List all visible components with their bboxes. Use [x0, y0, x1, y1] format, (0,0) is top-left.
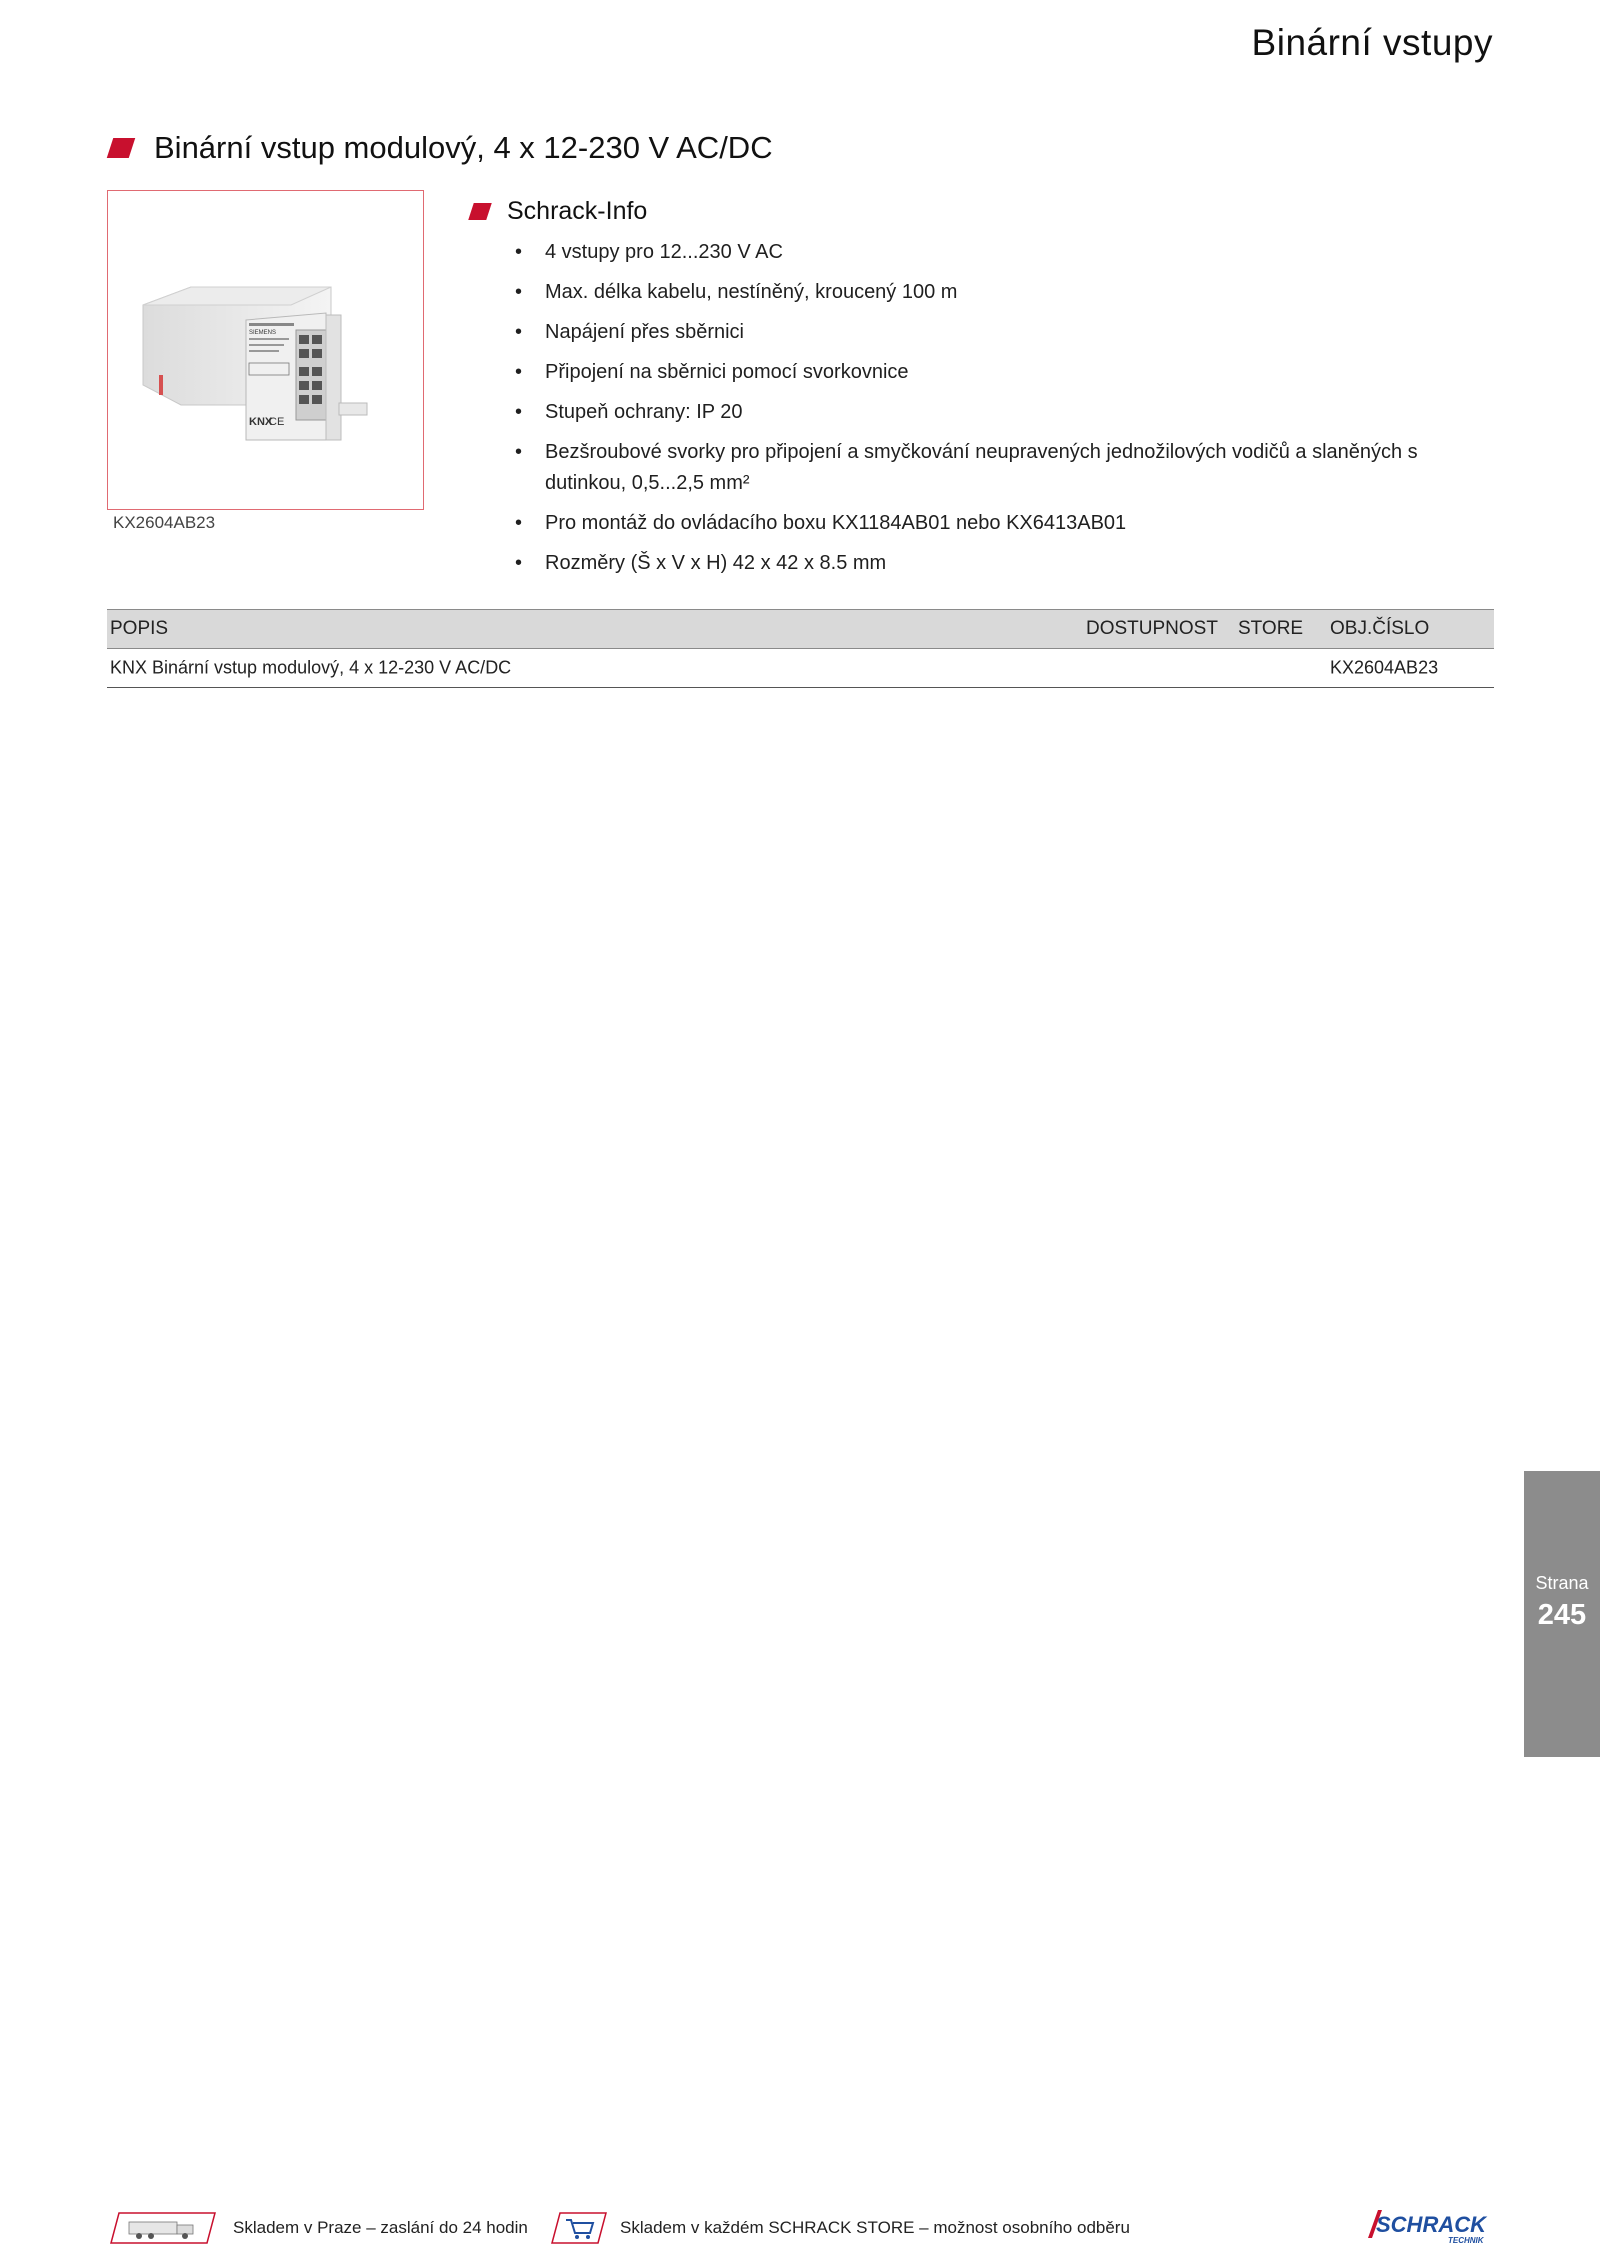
header-store: STORE	[1238, 618, 1304, 639]
footer	[107, 2208, 1507, 2248]
product-image-caption: KX2604AB23	[113, 513, 216, 532]
cell-obj[interactable]: KX2604AB23	[1330, 657, 1439, 678]
product-title-text: Binární vstup modulový, 4 x 12-230 V AC/DC	[154, 130, 773, 165]
info-item: • Bezšroubové svorky pro připojení a smyčkování neupravených jednožilových vodičů a slaněných s dutinkou, 0,5...2,5 mm²	[515, 437, 1485, 499]
logo-sub-text: TECHNIK	[1448, 2236, 1484, 2245]
logo-main-text: SCHRACK	[1376, 2212, 1486, 2237]
info-item: • 4 vstupy pro 12...230 V AC	[515, 237, 1485, 268]
info-item: • Max. délka kabelu, nestíněný, kroucený 100 m	[515, 277, 1485, 308]
info-title-text: Schrack-Info	[507, 197, 648, 225]
image-ce-text: CE	[268, 416, 284, 428]
page-label: Strana	[1535, 1573, 1589, 1593]
footer-stock-store	[550, 2208, 1130, 2248]
image-brand-text: SIEMENS	[248, 330, 276, 336]
page-number: 245	[1537, 1599, 1587, 1631]
footer-stock-store-text: Skladem v každém SCHRACK STORE – možnost osobního odběru	[620, 2218, 1130, 2237]
info-item: • Napájení přes sběrnici	[515, 317, 1485, 348]
red-marker-icon	[107, 138, 135, 158]
cell-popis: KNX Binární vstup modulový, 4 x 12-230 V AC/DC	[110, 657, 512, 678]
product-image-frame	[107, 190, 424, 510]
schrack-logo	[1364, 2208, 1504, 2248]
page-number-tab	[1524, 1471, 1600, 1757]
red-marker-icon	[468, 203, 492, 220]
product-table	[107, 609, 1494, 688]
info-item: • Pro montáž do ovládacího boxu KX1184AB01 nebo KX6413AB01	[515, 508, 1485, 539]
table-row[interactable]	[107, 649, 1494, 688]
info-item: • Stupeň ochrany: IP 20	[515, 397, 1485, 428]
page-category-title: Binární vstupy	[1251, 22, 1493, 63]
info-item: • Rozměry (Š x V x H) 42 x 42 x 8.5 mm	[515, 548, 1485, 579]
footer-stock-prague-text: Skladem v Praze – zaslání do 24 hodin	[233, 2218, 528, 2237]
info-title	[471, 197, 647, 226]
header-obj: OBJ.ČÍSLO	[1330, 618, 1430, 639]
header-popis: POPIS	[110, 618, 169, 639]
info-item: • Připojení na sběrnici pomocí svorkovnice	[515, 357, 1485, 388]
table-header	[107, 609, 1494, 649]
shopping-cart-icon	[550, 2211, 608, 2245]
header-dostupnost: DOSTUPNOST	[1086, 618, 1218, 639]
truck-icon	[107, 2211, 219, 2245]
image-knx-text: KNX	[248, 416, 272, 428]
footer-stock-prague	[107, 2208, 528, 2248]
product-image	[121, 235, 411, 465]
product-title	[110, 130, 773, 166]
info-list	[515, 237, 1485, 588]
